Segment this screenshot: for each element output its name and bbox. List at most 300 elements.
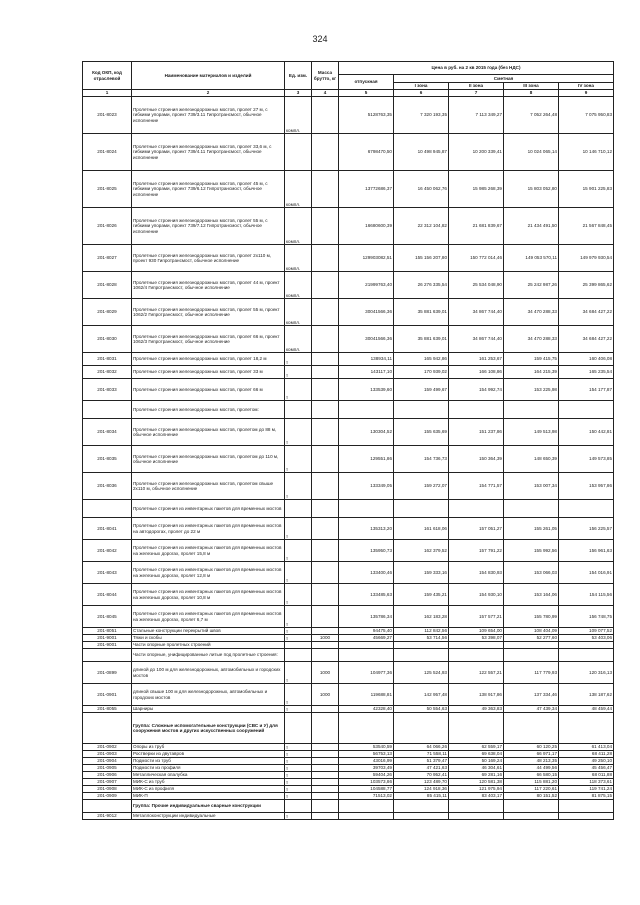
table-row xyxy=(83,540,614,562)
row-unit: т xyxy=(285,419,312,446)
row-price-release xyxy=(339,649,394,662)
row-mass xyxy=(312,606,339,628)
row-name: Пролетные строения железнодорожных мостов, пролет 2х110 м, проект 930 Гипротрансмост, обычное исполнение xyxy=(132,245,285,272)
row-price-zone-4: 48 459,44 xyxy=(559,706,614,713)
row-price-release xyxy=(339,800,394,813)
row-price-zone-4: 156 225,57 xyxy=(559,518,614,540)
row-name: Части опорные, унифицированные литые под пролетные строения: xyxy=(132,649,285,662)
table-row xyxy=(83,635,614,642)
row-code: 201-8036 xyxy=(83,473,132,500)
price-table xyxy=(82,61,614,820)
row-price-zone-2 xyxy=(449,713,504,744)
row-price-zone-4: 109 077,52 xyxy=(559,628,614,635)
row-price-zone-4: 149 573,85 xyxy=(559,446,614,473)
row-name: Пролетные строения железнодорожных мостов, пролетом до 110 м, обычное исполнение xyxy=(132,446,285,473)
row-unit xyxy=(285,649,312,662)
row-unit: компл. xyxy=(285,299,312,326)
row-name: Пролетные строения железнодорожных мостов, пролет 55 м, с гибкими упорами, проект 739/7.12 Гипротрансмост, обычное исполнение xyxy=(132,208,285,245)
row-name: Пролетные строения железнодорожных мостов, пролетом: xyxy=(132,401,285,419)
row-price-zone-1: 154 736,73 xyxy=(394,446,449,473)
row-code: 201-0906 xyxy=(83,772,132,779)
row-price-zone-2 xyxy=(449,800,504,813)
row-price-zone-2: 7 113 349,27 xyxy=(449,97,504,134)
row-price-zone-3: 108 404,09 xyxy=(504,628,559,635)
column-index: 1 xyxy=(83,90,132,97)
row-price-release: 135313,20 xyxy=(339,518,394,540)
row-price-zone-1: 22 312 104,82 xyxy=(394,208,449,245)
row-price-zone-1: 47 421,63 xyxy=(394,765,449,772)
table-row xyxy=(83,366,614,379)
row-price-zone-2 xyxy=(449,813,504,820)
row-name: Пролетные строения из инвентарных пакетов для временных мостов xyxy=(132,500,285,518)
column-index: 3 xyxy=(285,90,312,97)
row-name: Пролетные строения железнодорожных мостов, пролетом свыше 2х110 м, обычное исполнение xyxy=(132,473,285,500)
table-row xyxy=(83,751,614,758)
row-price-release: 71513,02 xyxy=(339,793,394,800)
row-mass xyxy=(312,299,339,326)
row-price-release: 30041566,36 xyxy=(339,326,394,353)
row-price-zone-4: 120 316,13 xyxy=(559,662,614,684)
row-price-zone-4 xyxy=(559,813,614,820)
table-row xyxy=(83,584,614,606)
row-price-zone-2: 21 681 839,67 xyxy=(449,208,504,245)
row-unit: т xyxy=(285,473,312,500)
table-row xyxy=(83,649,614,662)
row-unit: т xyxy=(285,779,312,786)
row-price-zone-1: 53 714,56 xyxy=(394,635,449,642)
row-mass xyxy=(312,500,339,518)
row-unit: т xyxy=(285,540,312,562)
row-code: 201-8028 xyxy=(83,272,132,299)
row-code: 201-0903 xyxy=(83,751,132,758)
row-name: МИК-С из труб xyxy=(132,779,285,786)
row-price-release: 130304,52 xyxy=(339,419,394,446)
column-index: 8 xyxy=(504,90,559,97)
row-price-release: 103573,86 xyxy=(339,779,394,786)
row-price-release: 53540,59 xyxy=(339,744,394,751)
row-unit: т xyxy=(285,786,312,793)
row-price-zone-3: 155 992,56 xyxy=(504,540,559,562)
row-unit: компл. xyxy=(285,97,312,134)
row-price-zone-3: 25 242 987,26 xyxy=(504,272,559,299)
row-price-zone-1 xyxy=(394,649,449,662)
row-price-zone-2: 10 200 339,41 xyxy=(449,134,504,171)
row-price-zone-1: 125 524,93 xyxy=(394,662,449,684)
row-price-zone-2: 46 304,61 xyxy=(449,765,504,772)
row-unit: т xyxy=(285,662,312,684)
column-index: 4 xyxy=(312,90,339,97)
row-code: 201-8044 xyxy=(83,584,132,606)
row-unit: т xyxy=(285,751,312,758)
row-code: 201-8051 xyxy=(83,628,132,635)
row-price-zone-2: 53 398,07 xyxy=(449,635,504,642)
row-code: 201-9001 xyxy=(83,642,132,649)
row-price-zone-3: 155 261,05 xyxy=(504,518,559,540)
row-price-release: 43016,99 xyxy=(339,758,394,765)
table-row xyxy=(83,765,614,772)
row-price-release: 133349,05 xyxy=(339,473,394,500)
row-price-zone-1: 159 272,07 xyxy=(394,473,449,500)
row-unit xyxy=(285,134,312,171)
row-price-release: 59404,26 xyxy=(339,772,394,779)
row-price-zone-4 xyxy=(559,800,614,813)
row-price-zone-3: 47 439,34 xyxy=(504,706,559,713)
row-price-release: 39703,49 xyxy=(339,765,394,772)
row-mass xyxy=(312,786,339,793)
row-code: 201-0905 xyxy=(83,765,132,772)
row-price-release: 135786,34 xyxy=(339,606,394,628)
row-name: Пролетные строения железнодорожных мостов, пролет 45 м, с гибкими упорами, проект 739/6.12 Гипротрансмост, обычное исполнение xyxy=(132,171,285,208)
row-price-zone-3: 15 803 052,80 xyxy=(504,171,559,208)
row-price-zone-3: 153 007,34 xyxy=(504,473,559,500)
row-price-release: 129551,86 xyxy=(339,446,394,473)
row-code: 201-8029 xyxy=(83,299,132,326)
row-unit xyxy=(285,401,312,419)
row-price-zone-1: 165 942,86 xyxy=(394,353,449,366)
row-price-zone-1: 123 489,70 xyxy=(394,779,449,786)
row-price-zone-2: 166 108,86 xyxy=(449,366,504,379)
row-unit: т xyxy=(285,758,312,765)
row-price-zone-1: 159 499,67 xyxy=(394,379,449,401)
row-price-zone-1 xyxy=(394,713,449,744)
row-unit: компл. xyxy=(285,326,312,353)
row-price-zone-2: 49 363,83 xyxy=(449,706,504,713)
row-mass xyxy=(312,401,339,419)
row-unit: т xyxy=(285,793,312,800)
table-row xyxy=(83,813,614,820)
row-price-release: 104588,77 xyxy=(339,786,394,793)
row-price-zone-1: 155 635,69 xyxy=(394,419,449,446)
table-row xyxy=(83,744,614,751)
row-unit: т xyxy=(285,606,312,628)
row-price-zone-3: 48 213,35 xyxy=(504,758,559,765)
row-price-zone-3: 153 225,98 xyxy=(504,379,559,401)
row-unit: компл. xyxy=(285,272,312,299)
row-price-release: 30041566,36 xyxy=(339,299,394,326)
table-row xyxy=(83,786,614,793)
row-price-release: 143117,10 xyxy=(339,366,394,379)
row-name: Шарниры xyxy=(132,706,285,713)
row-name: Части опорные пролетных строений xyxy=(132,642,285,649)
row-code: 201-8025 xyxy=(83,171,132,208)
row-mass xyxy=(312,713,339,744)
row-price-zone-4: 150 442,81 xyxy=(559,419,614,446)
row-price-zone-2: 154 771,57 xyxy=(449,473,504,500)
row-price-zone-1 xyxy=(394,813,449,820)
row-price-zone-2: 15 985 268,39 xyxy=(449,171,504,208)
row-code: 201-8041 xyxy=(83,518,132,540)
row-price-zone-3: 149 053 570,11 xyxy=(504,245,559,272)
row-price-zone-1: 155 156 207,80 xyxy=(394,245,449,272)
row-price-zone-2: 62 559,17 xyxy=(449,744,504,751)
row-price-zone-4 xyxy=(559,401,614,419)
row-unit xyxy=(285,500,312,518)
row-price-zone-3: 159 415,75 xyxy=(504,353,559,366)
row-unit: т xyxy=(285,813,312,820)
row-code: 201-8030 xyxy=(83,326,132,353)
row-price-zone-2: 122 557,21 xyxy=(449,662,504,684)
row-unit: т xyxy=(285,584,312,606)
row-price-release: 138934,11 xyxy=(339,353,394,366)
row-code: 201-0901 xyxy=(83,684,132,706)
table-row xyxy=(83,518,614,540)
row-mass xyxy=(312,744,339,751)
row-name: Пролетные строения железнодорожных мостов, пролет 66 м, проект 1062/3 Гипротрансмост, обычное исполнение xyxy=(132,326,285,353)
row-price-release: 21999763,40 xyxy=(339,272,394,299)
row-mass xyxy=(312,518,339,540)
row-price-zone-3: 60 120,25 xyxy=(504,744,559,751)
column-index: 5 xyxy=(339,90,394,97)
row-price-release: 129903082,51 xyxy=(339,245,394,272)
table-row xyxy=(83,326,614,353)
row-price-release: 42328,40 xyxy=(339,706,394,713)
row-code: 201-0908 xyxy=(83,786,132,793)
row-unit: компл. xyxy=(285,208,312,245)
row-price-release: 5128763,35 xyxy=(339,97,394,134)
row-unit: т xyxy=(285,635,312,642)
row-price-release: 56753,13 xyxy=(339,751,394,758)
row-price-release xyxy=(339,713,394,744)
row-price-zone-3: 66 971,17 xyxy=(504,751,559,758)
row-price-zone-3: 117 220,61 xyxy=(504,786,559,793)
row-price-zone-4: 68 411,28 xyxy=(559,751,614,758)
row-price-zone-1 xyxy=(394,401,449,419)
row-name: Стальные конструкции перекрытий швов xyxy=(132,628,285,635)
table-row xyxy=(83,793,614,800)
column-index: 6 xyxy=(394,90,449,97)
row-code: 201-0904 xyxy=(83,758,132,765)
row-mass xyxy=(312,758,339,765)
row-price-zone-4: 154 177,87 xyxy=(559,379,614,401)
row-price-zone-3: 137 334,46 xyxy=(504,684,559,706)
header-name: Наименование материалов и изделий xyxy=(132,62,285,90)
row-price-zone-4: 153 957,86 xyxy=(559,473,614,500)
row-code: 201-8032 xyxy=(83,366,132,379)
table-row xyxy=(83,208,614,245)
table-row xyxy=(83,758,614,765)
row-price-zone-2 xyxy=(449,401,504,419)
row-name: Подмости из труб xyxy=(132,758,285,765)
row-unit: т xyxy=(285,562,312,584)
row-price-zone-2: 154 930,10 xyxy=(449,584,504,606)
row-price-release: 94475,40 xyxy=(339,628,394,635)
row-mass xyxy=(312,793,339,800)
row-name: МИК-С из профиля xyxy=(132,786,285,793)
table-row xyxy=(83,662,614,684)
row-price-zone-1: 71 558,11 xyxy=(394,751,449,758)
row-price-zone-4: 160 406,08 xyxy=(559,353,614,366)
row-price-zone-1: 161 618,06 xyxy=(394,518,449,540)
row-code: 201-9012 xyxy=(83,813,132,820)
row-price-release: 13772686,37 xyxy=(339,171,394,208)
row-name: Пролетные строения из инвентарных пакетов для временных мостов на железных дорогах, пролет 15,8 м xyxy=(132,540,285,562)
row-unit: т xyxy=(285,706,312,713)
row-unit: т xyxy=(285,684,312,706)
table-row xyxy=(83,713,614,744)
row-mass xyxy=(312,171,339,208)
row-mass xyxy=(312,628,339,635)
row-price-zone-1: 16 450 062,76 xyxy=(394,171,449,208)
header-mass: Масса брутто, кг xyxy=(312,62,339,90)
row-price-zone-4: 49 250,10 xyxy=(559,758,614,765)
row-price-zone-4: 149 979 930,54 xyxy=(559,245,614,272)
header-unit: Ед. изм. xyxy=(285,62,312,90)
row-unit xyxy=(285,800,312,813)
row-price-zone-1: 85 415,11 xyxy=(394,793,449,800)
row-price-zone-4: 119 741,24 xyxy=(559,786,614,793)
row-price-zone-1: 50 554,63 xyxy=(394,706,449,713)
row-price-zone-3: 153 066,03 xyxy=(504,562,559,584)
row-mass xyxy=(312,813,339,820)
row-mass xyxy=(312,765,339,772)
header-delivery-price: Сметная xyxy=(394,75,614,83)
row-mass xyxy=(312,584,339,606)
row-price-zone-3 xyxy=(504,713,559,744)
row-mass xyxy=(312,562,339,584)
row-price-zone-1 xyxy=(394,642,449,649)
row-mass xyxy=(312,779,339,786)
row-price-zone-2: 50 169,24 xyxy=(449,758,504,765)
row-price-zone-3: 66 580,15 xyxy=(504,772,559,779)
row-price-zone-1: 124 918,36 xyxy=(394,786,449,793)
row-price-zone-3 xyxy=(504,813,559,820)
row-price-zone-2: 69 281,16 xyxy=(449,772,504,779)
row-name: Пролетные строения из инвентарных пакетов для временных мостов на автодорогах, пролет до 22 м xyxy=(132,518,285,540)
row-price-zone-4: 81 875,15 xyxy=(559,793,614,800)
row-unit: т xyxy=(285,379,312,401)
row-unit: т xyxy=(285,772,312,779)
row-price-zone-4: 45 456,47 xyxy=(559,765,614,772)
row-code: 201-8045 xyxy=(83,606,132,628)
row-price-zone-2: 69 638,04 xyxy=(449,751,504,758)
table-row xyxy=(83,171,614,208)
row-name: Пролетные строения железнодорожных мостов, пролет 33 м xyxy=(132,366,285,379)
row-name: Ростверки из двутавров xyxy=(132,751,285,758)
row-name: Металлоконструкции индивидуальные xyxy=(132,813,285,820)
table-row xyxy=(83,419,614,446)
row-mass xyxy=(312,473,339,500)
table-row xyxy=(83,272,614,299)
row-price-zone-3: 80 151,52 xyxy=(504,793,559,800)
row-price-zone-2: 34 867 744,40 xyxy=(449,326,504,353)
row-price-zone-3: 34 470 288,33 xyxy=(504,326,559,353)
row-unit: т xyxy=(285,744,312,751)
row-price-release: 133485,63 xyxy=(339,584,394,606)
row-price-zone-1: 64 066,26 xyxy=(394,744,449,751)
table-row xyxy=(83,473,614,500)
table-row xyxy=(83,684,614,706)
row-code xyxy=(83,800,132,813)
row-price-zone-3: 164 215,39 xyxy=(504,366,559,379)
row-price-zone-2: 151 237,86 xyxy=(449,419,504,446)
row-unit: т xyxy=(285,353,312,366)
row-price-zone-1: 142 957,48 xyxy=(394,684,449,706)
row-name: Пролетные строения железнодорожных мостов, пролетом до 88 м, обычное исполнение xyxy=(132,419,285,446)
row-price-zone-4: 53 403,06 xyxy=(559,635,614,642)
table-row xyxy=(83,628,614,635)
row-name: Пролетные строения железнодорожных мостов, пролет 44 м, проект 1062/4 Гипротрансмост, обычное исполнение xyxy=(132,272,285,299)
table-row xyxy=(83,97,614,134)
row-price-zone-1: 35 881 639,01 xyxy=(394,326,449,353)
row-name: длиной свыше 100 м для железнодорожных, автомобильных и городских мостов xyxy=(132,684,285,706)
row-price-zone-1: 112 842,56 xyxy=(394,628,449,635)
row-unit: компл. xyxy=(285,245,312,272)
row-price-zone-4: 156 748,75 xyxy=(559,606,614,628)
row-code: 201-8033 xyxy=(83,379,132,401)
row-unit: т xyxy=(285,518,312,540)
row-mass xyxy=(312,134,339,171)
row-price-zone-2: 157 051,27 xyxy=(449,518,504,540)
row-price-zone-2: 83 403,17 xyxy=(449,793,504,800)
row-price-zone-3 xyxy=(504,500,559,518)
row-code: 201-8042 xyxy=(83,540,132,562)
row-price-zone-2 xyxy=(449,649,504,662)
table-row xyxy=(83,401,614,419)
header-code: Код ОКП, код отраслевой xyxy=(83,62,132,90)
table-row xyxy=(83,379,614,401)
header-zone-2: II зона xyxy=(449,83,504,90)
row-mass xyxy=(312,642,339,649)
row-name: Группа: Сложные испомогательные конструкции (СВС и У) для сооружения мостов и других искусственных сооружений xyxy=(132,713,285,744)
row-price-zone-1: 159 435,21 xyxy=(394,584,449,606)
row-code: 201-0902 xyxy=(83,744,132,751)
row-price-zone-3: 10 024 065,14 xyxy=(504,134,559,171)
row-price-zone-2: 138 917,86 xyxy=(449,684,504,706)
row-code xyxy=(83,401,132,419)
row-price-zone-4: 68 011,88 xyxy=(559,772,614,779)
table-row xyxy=(83,772,614,779)
row-price-zone-2: 150 364,39 xyxy=(449,446,504,473)
row-mass xyxy=(312,772,339,779)
header-zone-1: I зона xyxy=(394,83,449,90)
row-price-zone-4: 10 146 710,12 xyxy=(559,134,614,171)
row-price-zone-2: 34 867 744,40 xyxy=(449,299,504,326)
row-mass xyxy=(312,208,339,245)
row-price-zone-4: 154 115,56 xyxy=(559,584,614,606)
row-price-zone-1: 162 183,28 xyxy=(394,606,449,628)
row-price-zone-4: 34 684 427,22 xyxy=(559,326,614,353)
row-price-zone-3: 117 779,93 xyxy=(504,662,559,684)
row-price-zone-4 xyxy=(559,500,614,518)
table-row xyxy=(83,779,614,786)
row-price-zone-4: 21 567 848,45 xyxy=(559,208,614,245)
row-code: 201-0899 xyxy=(83,662,132,684)
row-price-zone-1 xyxy=(394,500,449,518)
row-price-zone-3: 149 513,98 xyxy=(504,419,559,446)
row-price-zone-1: 159 333,16 xyxy=(394,562,449,584)
row-code: 201-8031 xyxy=(83,353,132,366)
row-name: Пролетные строения из инвентарных пакетов для временных мостов на железных дорогах, пролет 12,8 м xyxy=(132,562,285,584)
table-row xyxy=(83,606,614,628)
row-mass xyxy=(312,326,339,353)
row-name: Пролетные строения железнодорожных мостов, пролет 55 м, проект 1062/2 Гипротрансмост, обычное исполнение xyxy=(132,299,285,326)
table-body xyxy=(83,97,614,820)
row-price-release: 6798470,50 xyxy=(339,134,394,171)
row-price-zone-4: 25 399 865,62 xyxy=(559,272,614,299)
table-row xyxy=(83,299,614,326)
row-unit: т xyxy=(285,446,312,473)
row-price-zone-4: 156 961,63 xyxy=(559,540,614,562)
row-price-release: 133539,60 xyxy=(339,379,394,401)
row-name: Опоры из труб xyxy=(132,744,285,751)
row-price-zone-1: 70 952,41 xyxy=(394,772,449,779)
row-mass xyxy=(312,272,339,299)
row-name: Пролетные строения железнодорожных мостов, пролет 33,6 м, с гибкими упорами, проект 739/4.11 Гипротрансмост, обычное исполнение xyxy=(132,134,285,171)
row-price-zone-4: 61 413,04 xyxy=(559,744,614,751)
row-code xyxy=(83,713,132,744)
row-price-zone-2 xyxy=(449,642,504,649)
row-name: Пролетные строения из инвентарных пакетов для временных мостов на железных дорогах, пролет 6,7 м xyxy=(132,606,285,628)
